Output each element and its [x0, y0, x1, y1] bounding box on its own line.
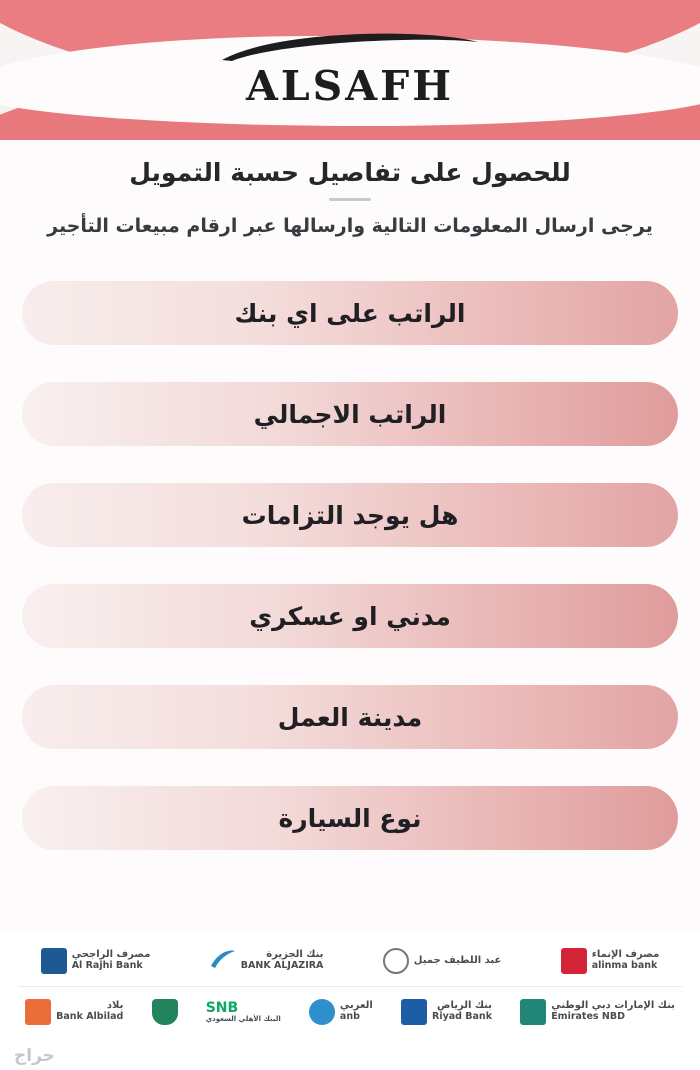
bank-name-en: Riyad Bank: [432, 1011, 493, 1023]
albilad-mark-icon: [25, 999, 51, 1025]
bank-logo-anb: [309, 999, 373, 1025]
list-item-label: نوع السيارة: [278, 803, 422, 833]
alrajhi-mark-icon: [41, 948, 67, 974]
bank-logo-abdullatif-jameel: [383, 948, 502, 974]
albilad-shield-icon: [152, 999, 178, 1025]
list-item-label: الراتب الاجمالي: [253, 399, 447, 429]
aljazira-mark-icon: [210, 948, 236, 974]
list-item-label: هل يوجد التزامات: [241, 500, 459, 530]
bank-logo-riyad: [401, 999, 492, 1025]
bank-name-ar: عبد اللطيف جميل: [413, 954, 502, 966]
anb-mark-icon: [309, 999, 335, 1025]
bank-name-ar: بنك الإمارات دبي الوطني: [551, 1000, 675, 1012]
page-title: للحصول على تفاصيل حسبة التمويل: [129, 158, 571, 187]
bank-name-en: anb: [339, 1011, 360, 1023]
bank-name-en: Bank Albilad: [56, 1011, 124, 1023]
header-band: [0, 0, 700, 140]
list-item: [0, 263, 700, 364]
footer-divider: [18, 986, 682, 987]
list-item: [0, 667, 700, 768]
bank-name-en: BANK ALJAZIRA: [240, 960, 324, 972]
bank-name-ar: مصرف الإنماء: [591, 949, 660, 961]
bank-name-ar: مصرف الراجحي: [71, 949, 151, 961]
bank-logo-snb: [206, 1001, 281, 1024]
bank-name-ar: بنك الرياض: [437, 1000, 493, 1012]
watermark: حراج: [14, 1046, 55, 1066]
list-item: [0, 768, 700, 869]
list-item-label: الراتب على اي بنك: [234, 298, 466, 328]
requirements-list: [0, 263, 700, 869]
bank-logo-alrajhi: [41, 948, 151, 974]
bank-logo-emirates-nbd: [520, 999, 675, 1025]
bank-logo-albilad-shield: [152, 999, 178, 1025]
bank-name-ar: البنك الأهلي السعودي: [205, 1014, 281, 1023]
riyad-bank-mark-icon: [401, 999, 427, 1025]
bank-name-en: Emirates NBD: [551, 1011, 625, 1023]
bank-logo-aljazira: [210, 948, 324, 974]
bank-logo-alinma: [561, 948, 660, 974]
bank-name-ar: بلاد: [106, 1000, 124, 1012]
bank-name-en: alinma bank: [591, 960, 658, 972]
bank-logos-footer: [0, 930, 700, 1070]
brand-name: ALSAFH: [246, 62, 454, 110]
bank-logo-albilad: [25, 999, 123, 1025]
list-item-label: مدينة العمل: [277, 702, 423, 732]
page-subtitle: يرجى ارسال المعلومات التالية وارسالها عبر ارقام مبيعات التأجير: [47, 215, 653, 237]
swoosh-icon: [220, 28, 480, 66]
jameel-mark-icon: [383, 948, 409, 974]
bank-logo-row-1: [14, 938, 686, 984]
list-item: [0, 566, 700, 667]
emirates-nbd-mark-icon: [520, 999, 546, 1025]
bank-name-en: SNB: [205, 999, 239, 1016]
list-item: [0, 465, 700, 566]
bank-name-ar: بنك الجزيرة: [266, 949, 324, 961]
list-item-label: مدني او عسكري: [249, 601, 451, 631]
alinma-mark-icon: [561, 948, 587, 974]
bank-name-ar: العربي: [339, 1000, 373, 1012]
title-block: [0, 158, 700, 241]
bank-logo-row-2: [14, 989, 686, 1035]
list-item: [0, 364, 700, 465]
brand-logo: [0, 62, 700, 110]
title-divider: [329, 198, 371, 201]
bank-name-en: Al Rajhi Bank: [71, 960, 143, 972]
